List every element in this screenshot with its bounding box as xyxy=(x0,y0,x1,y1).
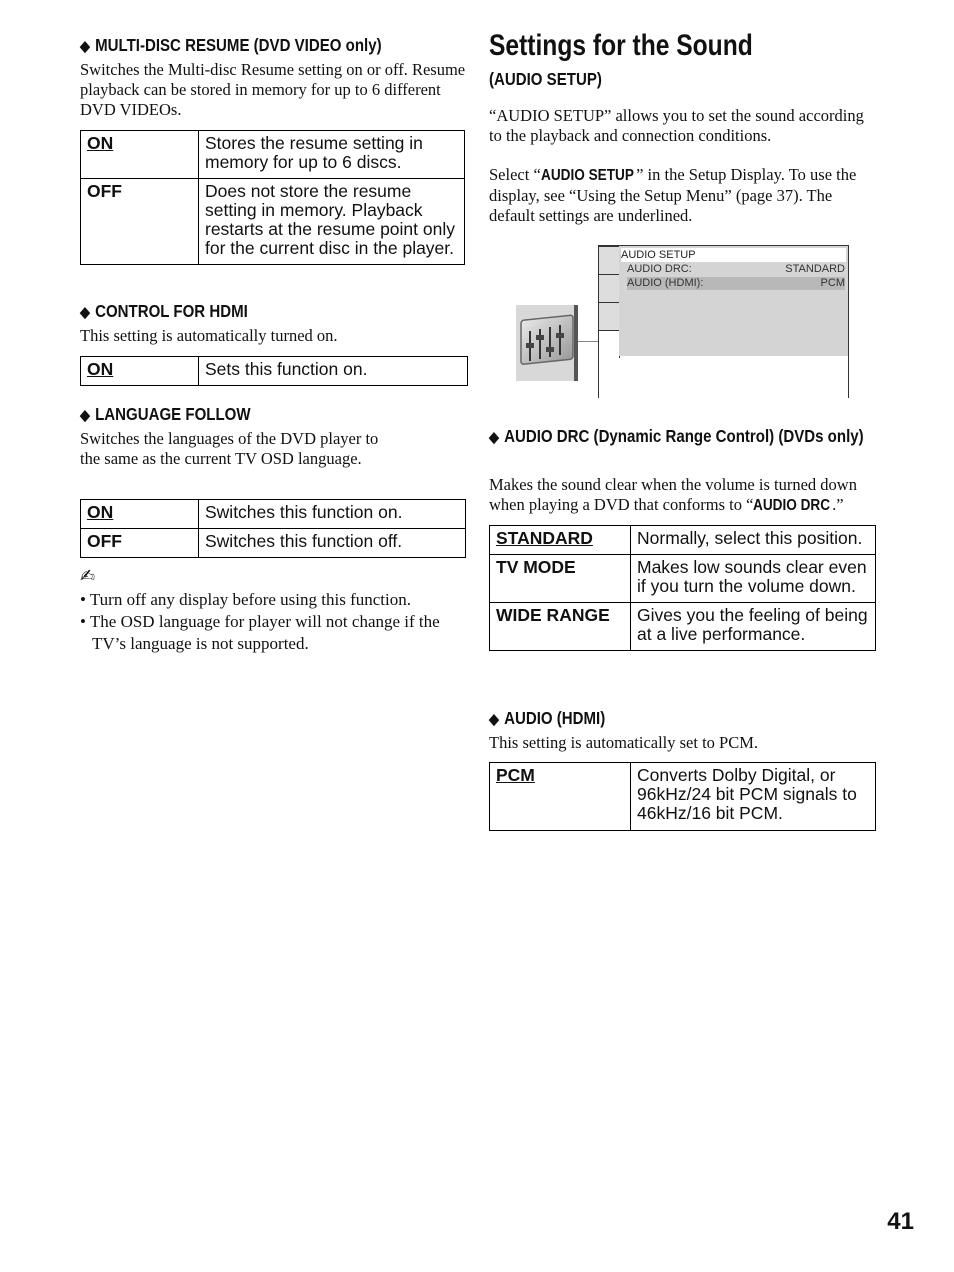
audio-drc-term: AUDIO DRC xyxy=(753,497,831,514)
audio-hdmi-heading: ◆ AUDIO (HDMI) xyxy=(489,708,606,728)
table-row xyxy=(490,763,876,831)
option-key: OFF xyxy=(81,529,199,558)
option-key-default: STANDARD xyxy=(496,528,593,548)
osd-row-audio-drc: AUDIO DRC: STANDARD xyxy=(627,263,845,275)
option-desc: Normally, select this position. xyxy=(631,526,876,555)
audio-setup-icon xyxy=(516,305,578,381)
table-row xyxy=(490,603,876,651)
option-key: OFF xyxy=(81,179,199,265)
audio-hdmi-table xyxy=(489,762,876,831)
audio-drc-table xyxy=(489,525,876,651)
table-row xyxy=(490,555,876,603)
audio-hdmi-text: This setting is automatically set to PCM. xyxy=(489,733,759,752)
control-hdmi-text: This setting is automatically turned on. xyxy=(80,326,338,345)
diamond-bullet-icon: ◆ xyxy=(80,38,90,55)
page-number: 41 xyxy=(887,1208,914,1235)
select-instructions: Select “AUDIO SETUP ” in the Setup Display. To use the display, see “Using the Setup Menu” (page 37). The default settings are underlined. xyxy=(489,165,857,225)
osd-row-audio-hdmi: AUDIO (HDMI): PCM xyxy=(627,277,845,289)
menu-icon-strip xyxy=(598,246,620,358)
multi-disc-resume-table xyxy=(80,130,465,265)
page-subtitle: (AUDIO SETUP) xyxy=(489,69,602,89)
audio-drc-text: Makes the sound clear when the volume is turned down when playing a DVD that conforms to “AUDIO DRC.” xyxy=(489,475,857,514)
notes-list xyxy=(80,589,465,655)
audio-setup-term: AUDIO SETUP xyxy=(540,167,634,184)
option-desc: Sets this function on. xyxy=(199,357,468,386)
table-row xyxy=(81,500,466,529)
option-desc: Converts Dolby Digital, or 96kHz/24 bit PCM signals to 46kHz/16 bit PCM. xyxy=(631,763,876,831)
frame-left-line xyxy=(598,245,599,398)
intro-text: “AUDIO SETUP” allows you to set the sound according to the playback and connection conditions. xyxy=(489,106,864,145)
option-desc: Makes low sounds clear even if you turn the volume down. xyxy=(631,555,876,603)
language-follow-table xyxy=(80,499,466,558)
table-row xyxy=(81,357,468,386)
osd-screen xyxy=(619,246,848,356)
osd-header: AUDIO SETUP xyxy=(621,248,846,262)
table-row xyxy=(81,131,465,179)
multi-disc-resume-text: Switches the Multi-disc Resume setting on or off. Resume playback can be stored in memory for up to 6 different DVD VIDEOs. xyxy=(80,60,466,119)
option-key-default: PCM xyxy=(496,765,535,785)
option-desc: Switches this function off. xyxy=(199,529,466,558)
diamond-bullet-icon: ◆ xyxy=(80,407,90,424)
table-row xyxy=(81,529,466,558)
diamond-bullet-icon: ◆ xyxy=(489,429,499,446)
note-icon: ✍ xyxy=(80,566,96,587)
option-desc: Stores the resume setting in memory for up to 6 discs. xyxy=(199,131,465,179)
list-item: • The OSD language for player will not change if the TV’s language is not supported. xyxy=(80,612,440,653)
option-key: TV MODE xyxy=(490,555,631,603)
list-item: • Turn off any display before using this function. xyxy=(80,590,411,609)
language-follow-heading: ◆ LANGUAGE FOLLOW xyxy=(80,404,251,424)
option-desc: Does not store the resume setting in memory. Playback restarts at the resume point only for the current disc in the player. xyxy=(199,179,465,265)
option-desc: Gives you the feeling of being at a live performance. xyxy=(631,603,876,651)
option-key: WIDE RANGE xyxy=(490,603,631,651)
table-row xyxy=(490,526,876,555)
option-key-default: ON xyxy=(87,502,114,522)
language-follow-text: Switches the languages of the DVD player to the same as the current TV OSD language. xyxy=(80,429,379,468)
option-key-default: ON xyxy=(87,133,114,153)
diamond-bullet-icon: ◆ xyxy=(489,711,499,728)
control-hdmi-table xyxy=(80,356,468,386)
audio-drc-heading: ◆ AUDIO DRC (Dynamic Range Control) (DVDs only) xyxy=(489,426,864,446)
option-key-default: ON xyxy=(87,359,114,379)
setup-display-illustration xyxy=(489,245,877,400)
diamond-bullet-icon: ◆ xyxy=(80,304,90,321)
multi-disc-resume-heading: ◆ MULTI-DISC RESUME (DVD VIDEO only) xyxy=(80,35,382,55)
page-title: Settings for the Sound xyxy=(489,29,753,62)
frame-right-line xyxy=(848,245,849,398)
option-desc: Switches this function on. xyxy=(199,500,466,529)
table-row xyxy=(81,179,465,265)
control-hdmi-heading: ◆ CONTROL FOR HDMI xyxy=(80,301,248,321)
